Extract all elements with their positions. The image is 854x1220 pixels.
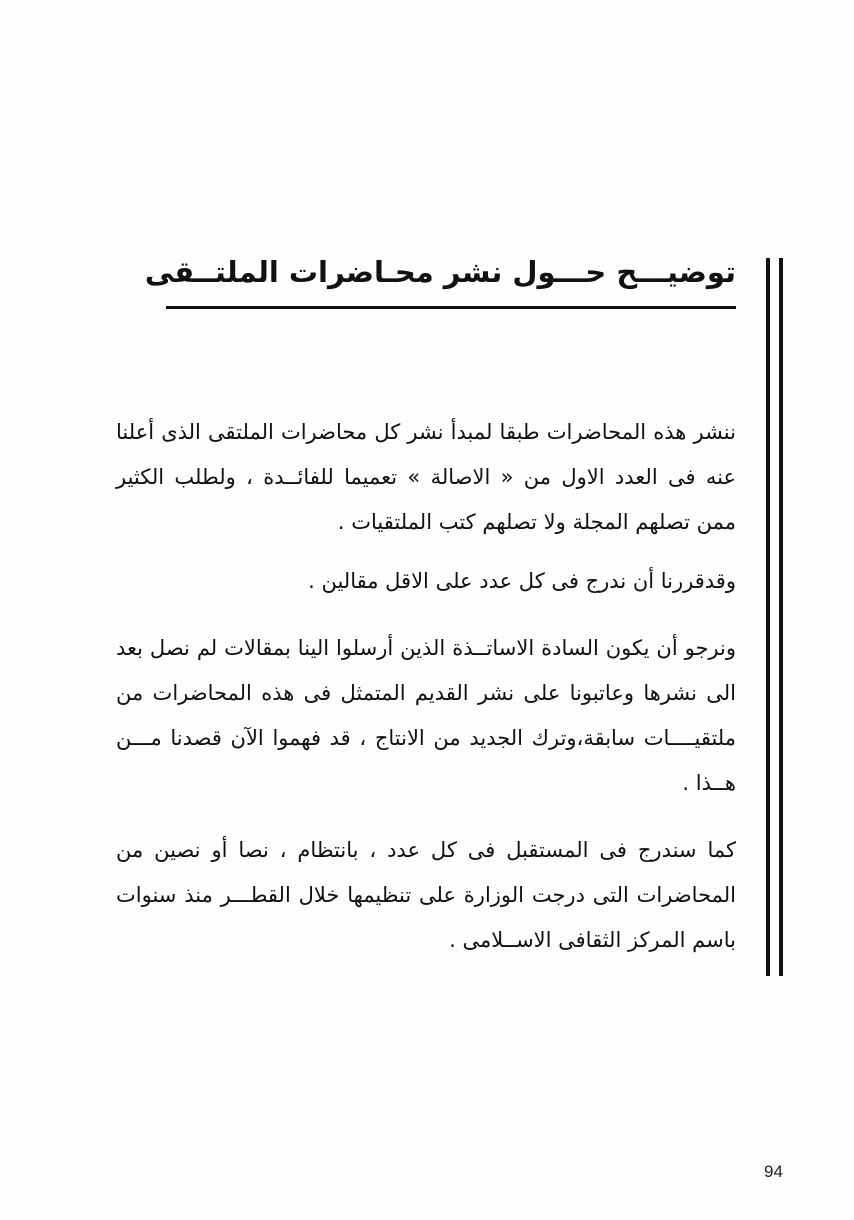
paragraph-2: وقدقررنا أن ندرج فى كل عدد على الاقل مقالين . (308, 569, 736, 593)
article-body (116, 410, 736, 963)
page-number: 94 (764, 1162, 783, 1181)
paragraph-spacer (116, 604, 736, 626)
paragraph-1: ننشر هذه المحاضرات طبقا لمبدأ نشر كل محاضرات الملتقى الذى أعلنا عنه فى العدد الاول من « الاصالة » تعميما للفائــدة ، ولطلب الكثير ممن تصلهم المجلة ولا تصلهم كتب الملتقيات . (116, 420, 736, 534)
title-underline (166, 306, 736, 309)
paragraph-spacer (116, 545, 736, 559)
paragraph-4: كما سندرج فى المستقبل فى كل عدد ، بانتظام ، نصا أو نصين من المحاضرات التى درجت الوزارة على تنظيمها خلال القطـــر منذ سنوات باسم المركز الثقافى الاســلامى . (116, 838, 736, 952)
margin-rule-thin (779, 258, 783, 976)
paragraph-spacer (116, 806, 736, 828)
page-title: توضيـــح حـــول نشر محـاضرات الملتــقى (144, 255, 736, 289)
paragraph-3: ونرجو أن يكون السادة الاساتــذة الذين أرسلوا الينا بمقالات لم نصل بعد الى نشرها وعاتبونا على نشر القديم المتمثل فى هذه المحاضرات من ملتقيــــات سابقة،وترك الجديد من الانتاج ، قد فهموا الآن قصدنا مـــن هــذا . (116, 636, 736, 795)
margin-rule-thick (766, 258, 770, 976)
